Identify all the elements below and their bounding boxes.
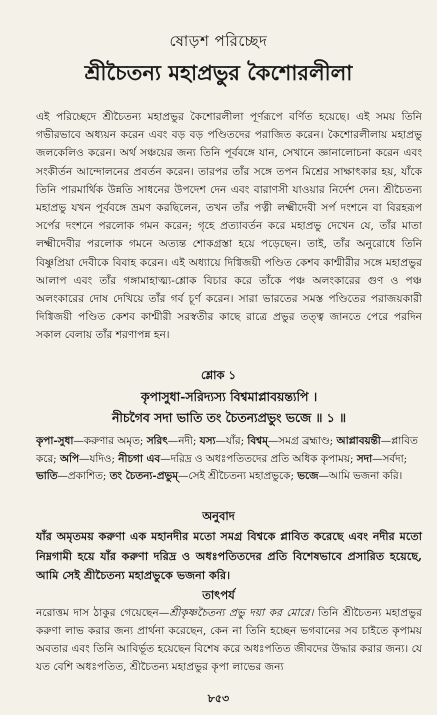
synonym-word: ভজে: [297, 470, 319, 483]
translation-heading: অনুবাদ: [202, 509, 235, 523]
synonym-meaning: —সর্বদা;: [372, 452, 408, 465]
synonym-word: অপি: [59, 452, 79, 465]
synonym-meaning: —সেই শ্রীচৈতন্য মহাপ্রভুকে;: [177, 470, 298, 483]
synonym-word: কৃপা-সুধা: [36, 435, 74, 447]
synonym-word: সরিৎ: [146, 435, 168, 447]
chapter-title: শ্রীচৈতন্য মহাপ্রভুর কৈশোরলীলা: [84, 60, 353, 85]
translation-text: যাঁর অমৃতময় করুণা এক মহানদীর মতো সমগ্র বিশ্বকে প্লাবিত করেছে এবং নদীর মতো নিম্নগামী হয়ে যাঁর করুণা দরিদ্র ও অধঃপতিতদের প্রতি বিশেষভাবে প্রসারিত হয়েছে, আমি সেই শ্রীচৈতন্য মহাপ্রভুকে ভজনা করি।: [36, 529, 422, 582]
purport-heading: তাৎপর্য: [202, 588, 235, 602]
synonym-meaning: —প্রকাশিত;: [57, 470, 110, 483]
synonym-word: যস্য: [199, 435, 216, 447]
synonym-meaning: —যাঁর;: [215, 435, 248, 447]
purport-text: [36, 604, 422, 673]
synonym-meaning: —দরিদ্র ও অধঃপতিতদের প্রতি অধিক কৃপাময়;: [160, 452, 357, 465]
synonym-word: নীচগা এব: [118, 452, 161, 465]
synonym-meaning: —করুণার অমৃত;: [73, 435, 147, 447]
synonym-word: তং চৈতন্য-প্রভুম্: [109, 470, 178, 483]
purport-body: তিনি শ্রীচৈতন্য মহাপ্রভুর করুণা লাভ করার জন্য প্রার্থনা করেছেন, কেন না তিনি হচ্ছেন ভগবানের সব চাইতে কৃপাময় অবতার এবং তিনি আবির্ভূত হয়েছেন বিশেষ করে অধঃপতিত জীবদের উদ্ধার করার জন্য। যে যত বেশি অধঃপতিত, শ্রীচৈতন্য মহাপ্রভুর কৃপা লাভের জন্য: [36, 607, 422, 673]
page-number: ৮৫৩: [207, 692, 230, 705]
chapter-summary: এই পরিচ্ছেদে শ্রীচৈতন্য মহাপ্রভুর কৈশোরলীলা পূর্ণরূপে বর্ণিত হয়েছে। এই সময় তিনি গভীরভাবে অধ্যয়ন করেন এবং বড় বড় পণ্ডিতদের পরাজিত করেন। কৈশোরলীলায় মহাপ্রভু জলকেলিও করেন। অর্থ সঞ্চয়ের জন্য তিনি পূর্ববঙ্গে যান, সেখানে জ্ঞানালোচনা করেন এবং সংকীর্তন আন্দোলনের প্রবর্তন করেন। তারপর তাঁর সঙ্গে তপন মিশ্রের সাক্ষাৎকার হয়, যাঁকে তিনি পারমার্থিক উন্নতি সাধনের উপদেশ দেন এবং বারাণসী যাওয়ার নির্দেশ দেন। শ্রীচৈতন্য মহাপ্রভু যখন পূর্ববঙ্গে ভ্রমণ করছিলেন, তখন তাঁর পত্নী লক্ষ্মীদেবী সর্প দংশনে বা বিরহরূপ সর্পের দংশনে পরলোক গমন করেন; গৃহে প্রত্যাবর্তন করে মহাপ্রভু দেখেন যে, তাঁর মাতা লক্ষ্মীদেবীর পরলোক গমনে অত্যন্ত শোকগ্রস্তা হয়ে পড়েছেন। তাই, তাঁর অনুরোধে তিনি বিষ্ণুপ্রিয়া দেবীকে বিবাহ করেন। এই অধ্যায়ে দিগ্বিজয়ী পণ্ডিত কেশব কাশ্মীরীর সঙ্গে মহাপ্রভুর আলাপ এবং তাঁর গঙ্গামাহাত্ম্য-শ্লোক বিচার করে তাঁকে পঞ্চ অলংকারের গুণ ও পঞ্চ অলংকারের দোষ দেখিয়ে তাঁর গর্ব চূর্ণ করেন। সারা ভারতের সমস্ত পণ্ডিতের পরাজয়কারী দিগ্বিজয়ী পণ্ডিত কেশব কাশ্মীরী সরস্বতীর কাছে রাত্রে প্রভুর তত্ত্ব জানতে পেরে পরদিন সকাল বেলায় তাঁর শরণাপন্ন হন।: [36, 111, 422, 342]
chapter-heading: ষোড়শ পরিচ্ছেদ: [169, 32, 268, 50]
synonym-word: আপ্লাবয়ন্তী: [336, 435, 381, 447]
synonyms: [36, 433, 422, 503]
synonym-meaning: —প্লাবিত করে;: [36, 435, 418, 465]
purport-quote: শ্রীকৃষ্ণচৈতন্য প্রভু দয়া কর মোরে।: [169, 607, 314, 619]
verse-line: নীচগৈব সদা ভাতি তং চৈতন্যপ্রভুং ভজে ॥ ১ ॥: [111, 410, 347, 425]
synonym-word: বিশ্বম্: [247, 435, 268, 447]
synonym-meaning: —যদিও;: [79, 452, 119, 465]
synonym-word: ভাতি: [36, 470, 58, 483]
synonym-meaning: —আমি ভজনা করি।: [318, 470, 403, 483]
purport-intro: নরোত্তম দাস ঠাকুর গেয়েছেন—: [36, 607, 170, 619]
verse-heading: শ্লোক ১: [200, 368, 237, 382]
verse-text: [36, 386, 422, 428]
verse-line: কৃপাসুধা-সরিদ্যস্য বিশ্বমাপ্লাবয়ন্ত্যপি ।: [140, 389, 318, 404]
synonym-meaning: —নদী;: [167, 435, 200, 447]
synonym-meaning: —সমগ্র ব্রহ্মাণ্ড;: [267, 435, 337, 447]
synonym-word: সদা: [356, 452, 373, 465]
